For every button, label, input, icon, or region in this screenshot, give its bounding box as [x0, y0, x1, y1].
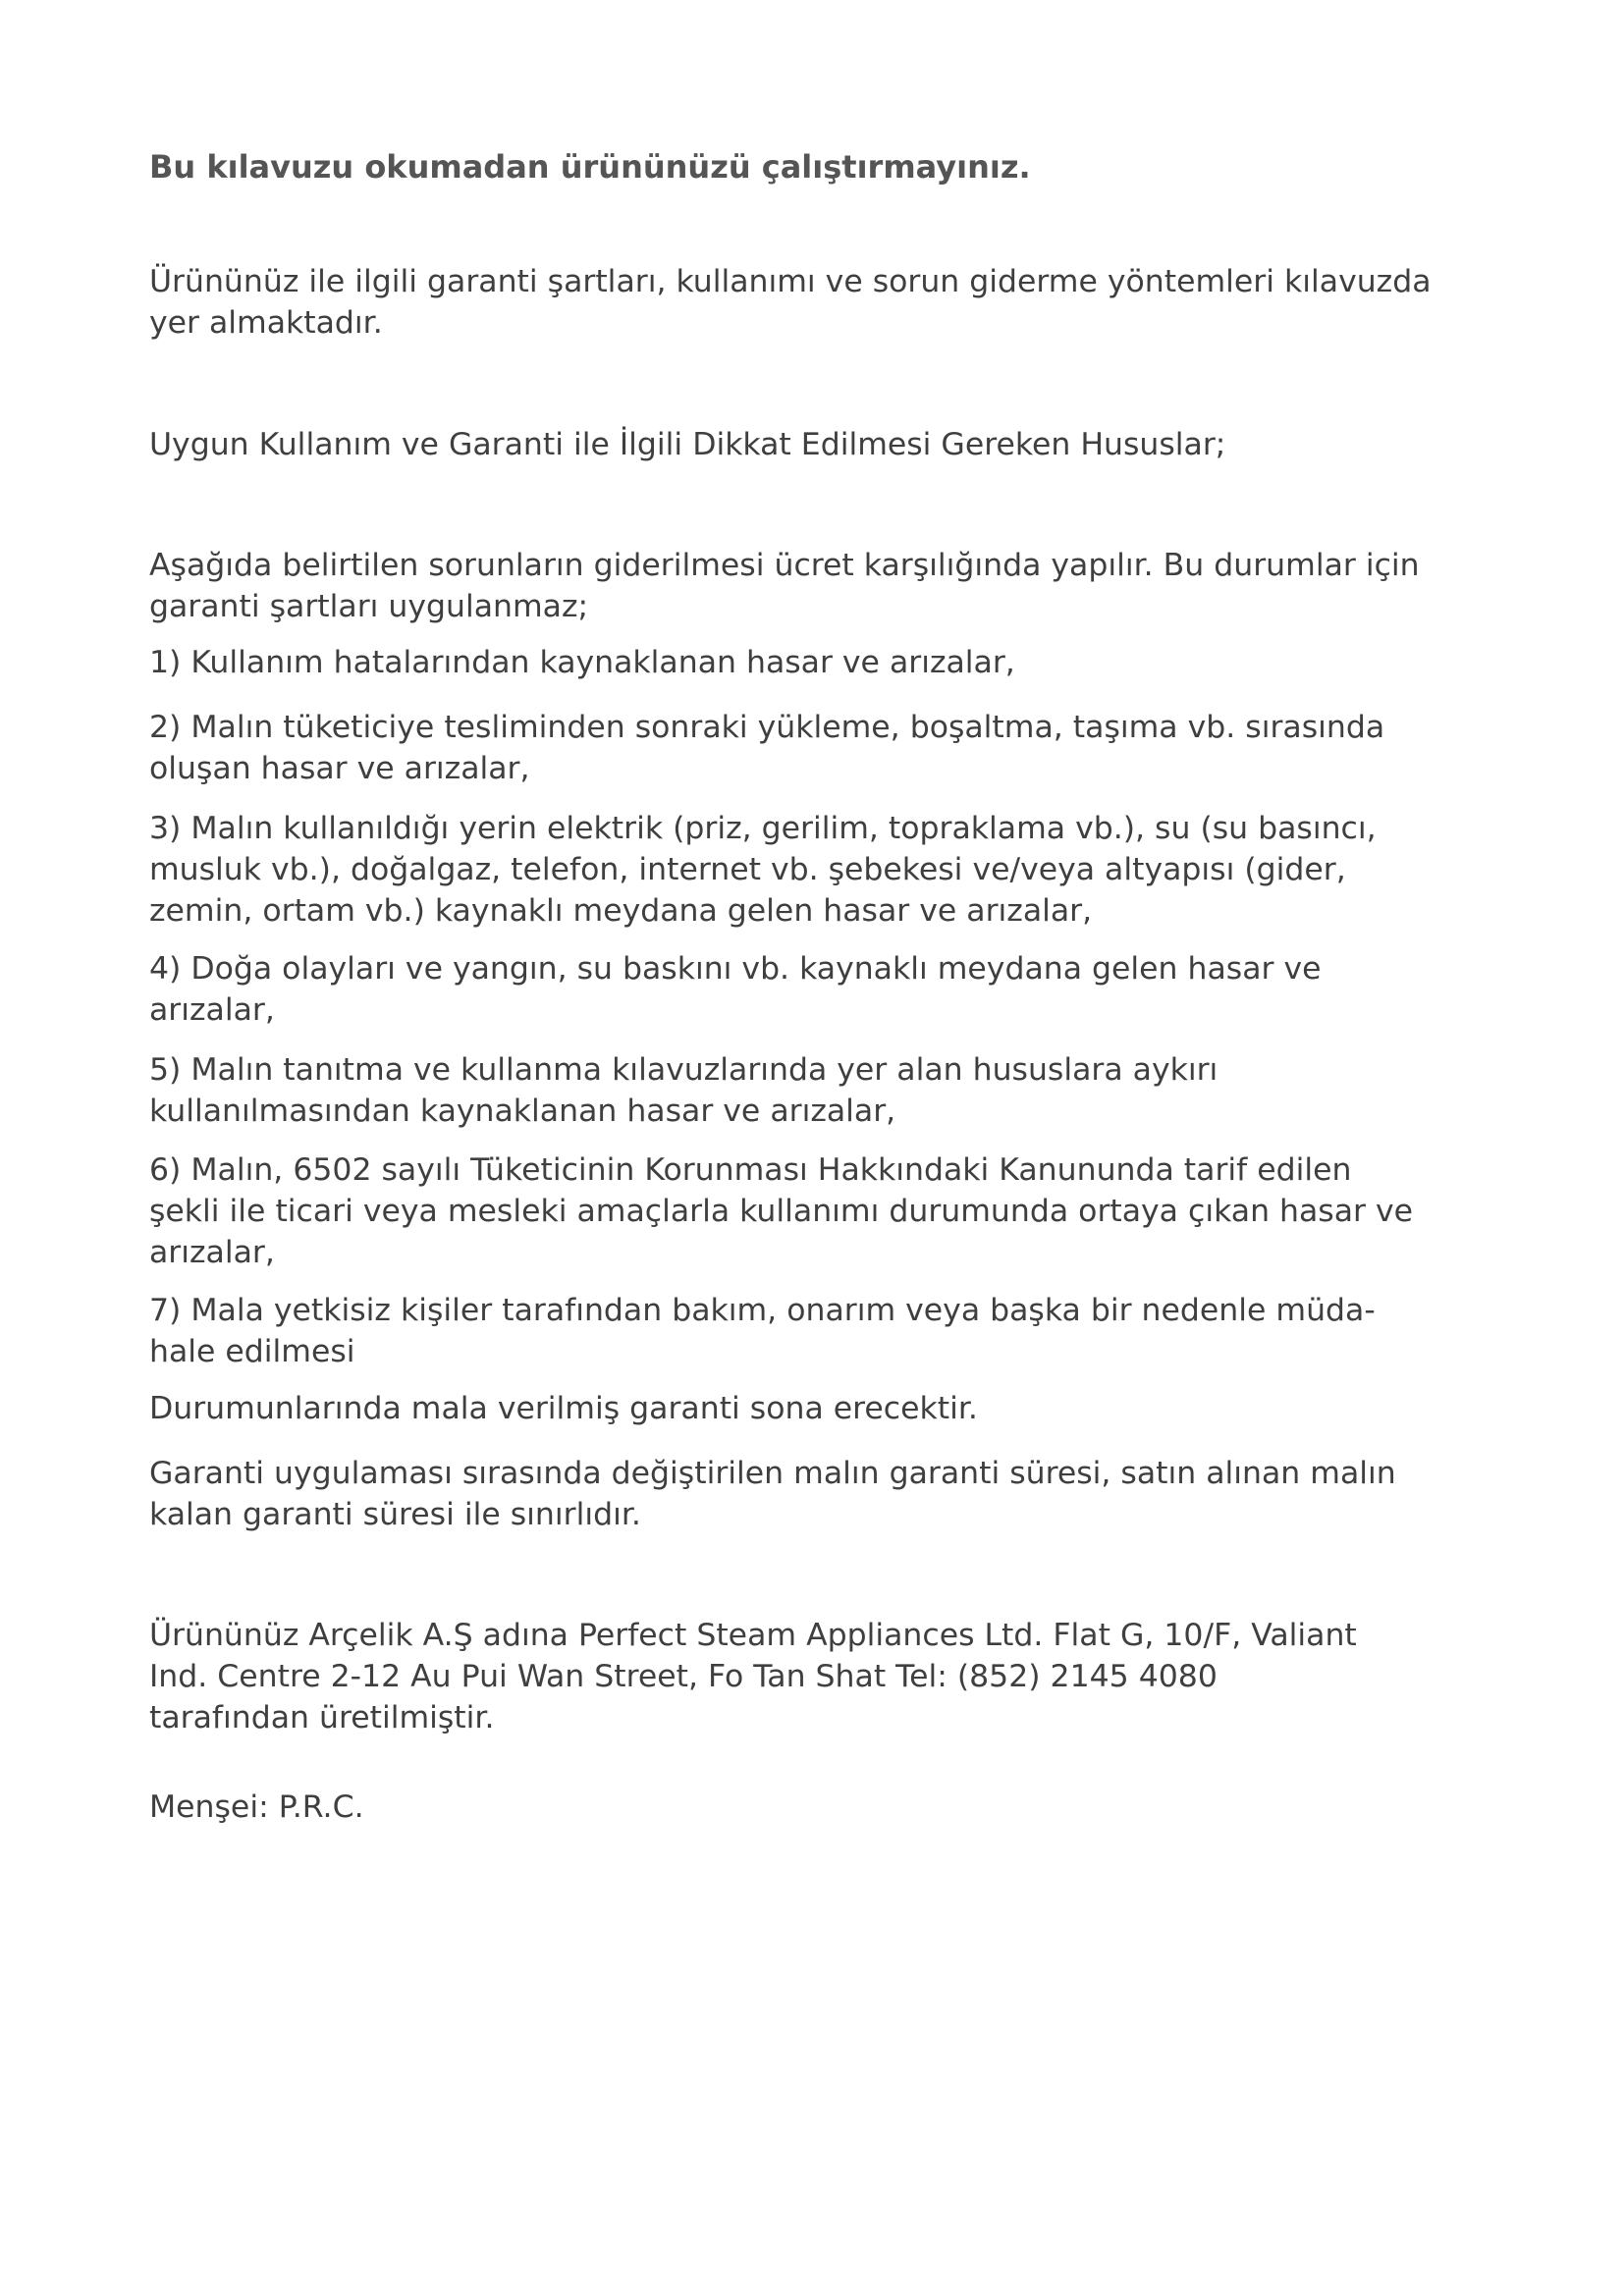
- list-item-line: 1) Kullanım hatalarından kaynaklanan hasar ve arızalar,: [149, 645, 1015, 680]
- list-item-line: 3) Malın kullanıldığı yerin elektrik (priz, gerilim, topraklama vb.), su (su basıncı,: [149, 811, 1377, 846]
- manufacturer-line: Ind. Centre 2-12 Au Pui Wan Street, Fo Tan Shat Tel: (852) 2145 4080: [149, 1659, 1218, 1694]
- intro-paragraph: [149, 261, 1432, 344]
- notice-line: Aşağıda belirtilen sorunların giderilmesi ücret karşılığında yapılır. Bu durumlar için: [149, 548, 1420, 583]
- list-item-line: musluk vb.), doğalgaz, telefon, internet vb. şebekesi ve/veya altyapısı (gider,: [149, 852, 1346, 887]
- list-item-4: [149, 948, 1386, 1031]
- list-item-line: kullanılmasından kaynaklanan hasar ve arızalar,: [149, 1094, 896, 1129]
- intro-line: yer almaktadır.: [149, 305, 383, 341]
- list-item-line: 6) Malın, 6502 sayılı Tüketicinin Korunması Hakkındaki Kanununda tarif edilen: [149, 1152, 1352, 1188]
- origin-info: [149, 1787, 1386, 1828]
- list-item-3: [149, 808, 1386, 932]
- list-item-1: [149, 642, 1386, 683]
- replacement-note: [149, 1453, 1396, 1535]
- list-item-line: 2) Malın tüketiciye tesliminden sonraki yükleme, boşaltma, taşıma vb. sırasında: [149, 710, 1385, 745]
- notice-line: garanti şartları uygulanmaz;: [149, 589, 589, 624]
- list-item-line: 5) Malın tanıtma ve kullanma kılavuzlarında yer alan hususlara aykırı: [149, 1052, 1218, 1088]
- notice-paragraph: [149, 545, 1420, 627]
- manufacturer-info: [149, 1615, 1386, 1738]
- list-item-5: [149, 1049, 1386, 1132]
- list-item-line: 4) Doğa olayları ve yangın, su baskını vb. kaynaklı meydana gelen hasar ve: [149, 951, 1322, 987]
- section-title-line: Uygun Kullanım ve Garanti ile İlgili Dikkat Edilmesi Gereken Hususlar;: [149, 427, 1226, 462]
- list-item-line: oluşan hasar ve arızalar,: [149, 751, 530, 786]
- manufacturer-line: tarafından üretilmiştir.: [149, 1700, 495, 1735]
- list-item-line: arızalar,: [149, 992, 275, 1028]
- list-item-7: [149, 1290, 1386, 1372]
- intro-line: Ürününüz ile ilgili garanti şartları, kullanımı ve sorun giderme yöntemleri kılavuzda: [149, 264, 1432, 299]
- warning-heading: Bu kılavuzu okumadan ürününüzü çalıştırmayınız.: [149, 148, 1031, 186]
- replacement-note-line: Garanti uygulaması sırasında değiştirilen malın garanti süresi, satın alınan malın: [149, 1456, 1396, 1491]
- list-item-line: 7) Mala yetkisiz kişiler tarafından bakım, onarım veya başka bir nedenle müda-: [149, 1293, 1376, 1328]
- manufacturer-line: Ürününüz Arçelik A.Ş adına Perfect Steam Appliances Ltd. Flat G, 10/F, Valiant: [149, 1618, 1357, 1653]
- list-item-line: hale edilmesi: [149, 1334, 355, 1369]
- list-item-2: [149, 707, 1386, 789]
- list-item-line: şekli ile ticari veya mesleki amaçlarla kullanımı durumunda ortaya çıkan hasar ve: [149, 1194, 1414, 1229]
- section-title: [149, 424, 1386, 465]
- list-item-line: arızalar,: [149, 1235, 275, 1270]
- origin-line: Menşei: P.R.C.: [149, 1789, 364, 1825]
- replacement-note-line: kalan garanti süresi ile sınırlıdır.: [149, 1497, 641, 1532]
- list-item-line: zemin, ortam vb.) kaynaklı meydana gelen hasar ve arızalar,: [149, 893, 1093, 929]
- list-item-6: [149, 1149, 1414, 1273]
- conclusion-paragraph: [149, 1388, 1386, 1429]
- conclusion-line: Durumunlarında mala verilmiş garanti sona erecektir.: [149, 1391, 978, 1426]
